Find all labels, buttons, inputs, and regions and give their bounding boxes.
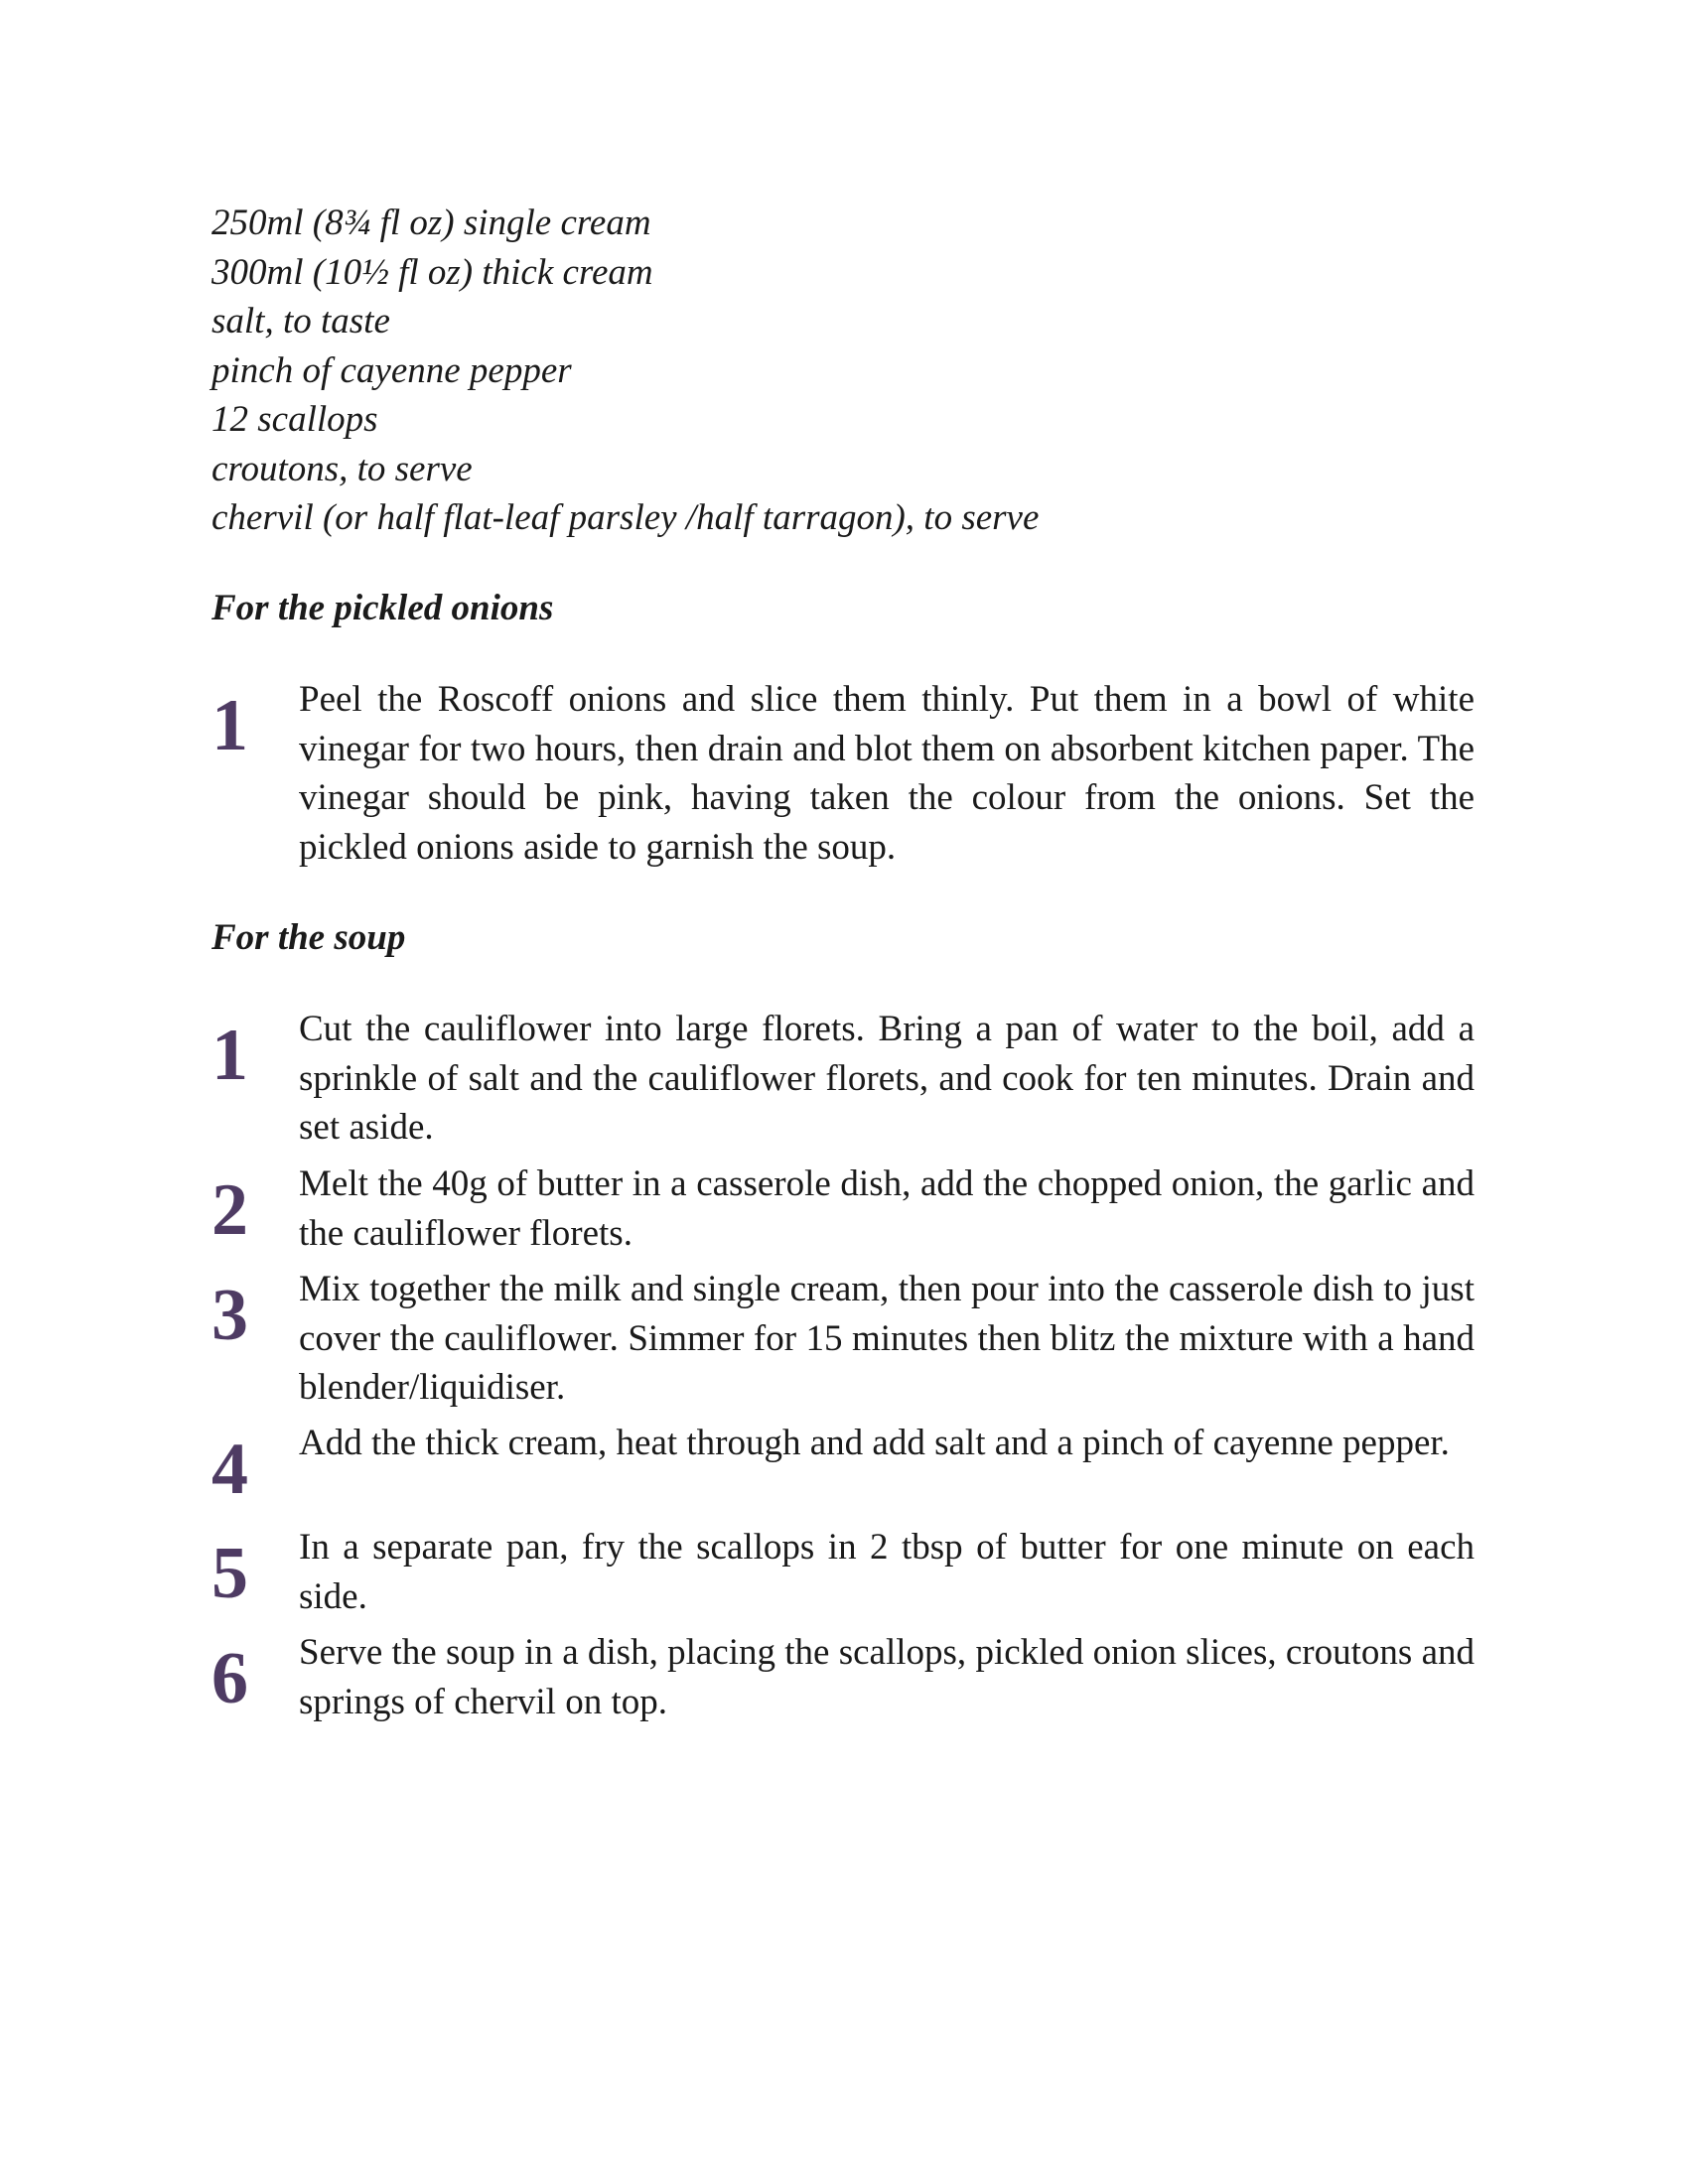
step-text: Peel the Roscoff onions and slice them thinly. Put them in a bowl of white vinegar for two hours, then drain and blot them on absorbent kitchen paper. The vinegar should be pink, having taken the colour from the onions. Set the pickled onions aside to garnish the soup. [299,679,1475,868]
ingredient-item: croutons, to serve [211,448,473,489]
step-number: 1 [211,1015,248,1096]
step-number: 6 [211,1638,248,1719]
ingredient-item: 12 scallops [211,399,378,440]
ingredient-item: 300ml (10½ fl oz) thick cream [211,251,653,293]
soup-heading: For the soup [211,917,406,958]
step-number: 3 [211,1275,248,1356]
step-text: Mix together the milk and single cream, then pour into the casserole dish to just cover the cauliflower. Simmer for 15 minutes then blitz the mixture with a hand blender/liquidiser. [299,1269,1475,1408]
step-number: 1 [211,685,248,766]
pickled-onions-heading: For the pickled onions [211,588,554,628]
step-text: Add the thick cream, heat through and add salt and a pinch of cayenne pepper. [299,1423,1450,1463]
ingredient-item: salt, to taste [211,301,390,341]
step-text: In a separate pan, fry the scallops in 2 tbsp of butter for one minute on each side. [299,1527,1475,1617]
step-text: Cut the cauliflower into large florets. Bring a pan of water to the boil, add a sprinkle of salt and the cauliflower florets, and cook for ten minutes. Drain and set aside. [299,1009,1475,1148]
step-text: Melt the 40g of butter in a casserole dish, add the chopped onion, the garlic and the cauliflower florets. [299,1163,1475,1254]
ingredient-item: chervil (or half flat-leaf parsley /half tarragon), to serve [211,497,1040,538]
ingredient-item: 250ml (8¾ fl oz) single cream [211,203,651,243]
ingredient-item: pinch of cayenne pepper [211,349,572,391]
step-text: Serve the soup in a dish, placing the scallops, pickled onion slices, croutons and springs of chervil on top. [299,1632,1475,1722]
step-number: 2 [211,1169,248,1251]
step-number: 5 [211,1533,248,1614]
ingredient-list [211,199,1502,543]
step-number: 4 [211,1429,248,1510]
